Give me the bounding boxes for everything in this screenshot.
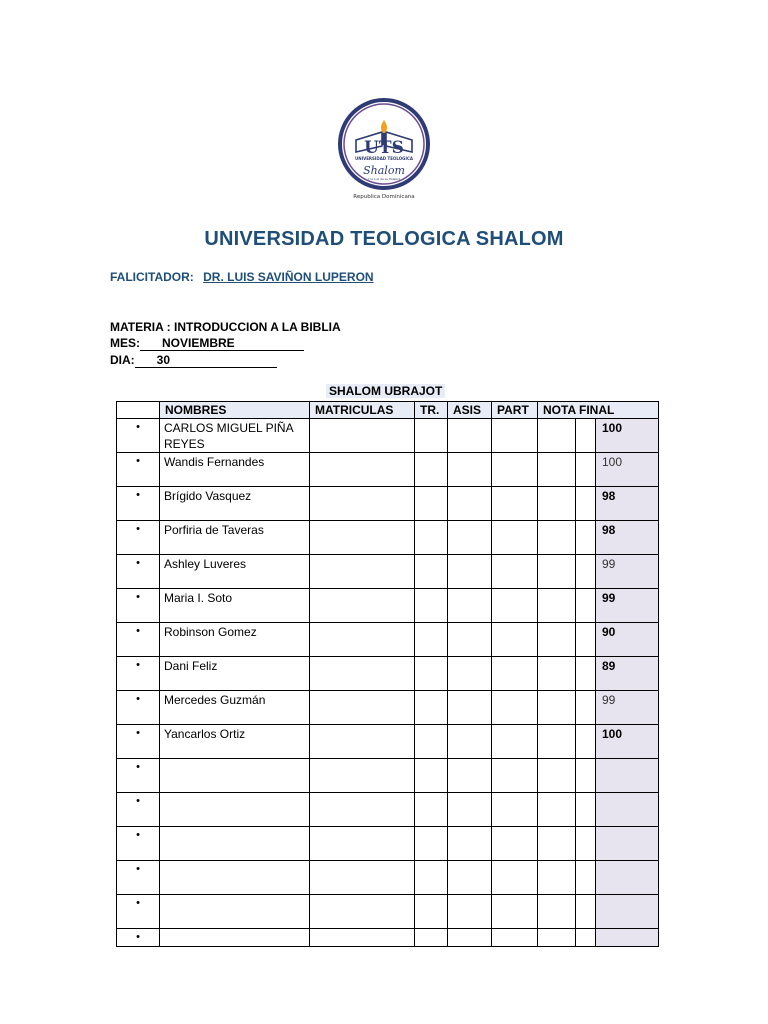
asis-cell [448,487,492,521]
extra-cell-a [538,793,576,827]
part-cell [492,725,538,759]
matricula-cell [310,895,415,929]
tr-cell [415,521,448,555]
part-cell [492,929,538,947]
student-name: Mercedes Guzmán [160,691,310,725]
extra-cell-a [538,419,576,453]
extra-cell-a [538,725,576,759]
row-bullet [117,759,160,793]
student-name: Porfiria de Taveras [160,521,310,555]
row-bullet [117,657,160,691]
month-label: MES: [110,336,140,350]
month-line [110,336,304,351]
matricula-cell [310,521,415,555]
table-row [117,793,659,827]
extra-cell-b [576,759,596,793]
facilitator-label: FALICITADOR: [110,270,194,284]
bullet-icon: • [136,693,140,705]
bullet-icon: • [136,863,140,875]
table-row [117,759,659,793]
extra-cell-b [576,521,596,555]
asis-cell [448,555,492,589]
extra-cell-a [538,827,576,861]
asis-cell [448,725,492,759]
asis-cell [448,691,492,725]
asis-cell [448,793,492,827]
final-grade [596,793,659,827]
extra-cell-b [576,419,596,453]
university-logo [336,96,432,202]
tr-cell [415,419,448,453]
row-bullet [117,793,160,827]
matricula-cell [310,929,415,947]
part-cell [492,759,538,793]
extra-cell-b [576,487,596,521]
table-row [117,827,659,861]
part-cell [492,555,538,589]
table-row [117,623,659,657]
extra-cell-b [576,827,596,861]
row-bullet [117,861,160,895]
header-matriculas: MATRICULAS [310,402,415,419]
tr-cell [415,929,448,947]
table-row [117,589,659,623]
extra-cell-a [538,623,576,657]
student-name: Dani Feliz [160,657,310,691]
row-bullet [117,827,160,861]
final-grade: 99 [596,691,659,725]
facilitator-line [110,270,374,284]
asis-cell [448,589,492,623]
extra-cell-a [538,555,576,589]
tr-cell [415,793,448,827]
day-label: DIA: [110,353,135,367]
bullet-icon: • [136,727,140,739]
extra-cell-b [576,555,596,589]
table-caption: SHALOM UBRAJOT [326,384,445,398]
asis-cell [448,861,492,895]
final-grade: 100 [596,453,659,487]
logo-letters: UTS [364,138,404,158]
student-name: Yancarlos Ortiz [160,725,310,759]
asis-cell [448,419,492,453]
student-name [160,929,310,947]
extra-cell-b [576,657,596,691]
bullet-icon: • [136,421,140,433]
matricula-cell [310,759,415,793]
final-grade [596,895,659,929]
page-title: UNIVERSIDAD TEOLOGICA SHALOM [204,228,564,250]
extra-cell-a [538,929,576,947]
part-cell [492,623,538,657]
matricula-cell [310,793,415,827]
extra-cell-a [538,759,576,793]
table-row [117,929,659,947]
tr-cell [415,589,448,623]
bullet-icon: • [136,795,140,807]
extra-cell-b [576,453,596,487]
matricula-cell [310,589,415,623]
asis-cell [448,453,492,487]
asis-cell [448,657,492,691]
asis-cell [448,929,492,947]
part-cell [492,419,538,453]
part-cell [492,589,538,623]
bullet-icon: • [136,591,140,603]
bullet-icon: • [136,897,140,909]
final-grade: 98 [596,521,659,555]
subject-line: MATERIA : INTRODUCCION A LA BIBLIA [110,320,341,334]
table-row [117,487,659,521]
tr-cell [415,895,448,929]
part-cell [492,861,538,895]
student-name [160,861,310,895]
table-row [117,419,659,453]
extra-cell-a [538,895,576,929]
final-grade: 100 [596,725,659,759]
row-bullet [117,623,160,657]
tr-cell [415,861,448,895]
extra-cell-b [576,589,596,623]
tr-cell [415,691,448,725]
matricula-cell [310,453,415,487]
student-name: Brígido Vasquez [160,487,310,521]
header-part: PART [492,402,538,419]
matricula-cell [310,827,415,861]
extra-cell-a [538,861,576,895]
header-bullet-cell [117,402,160,419]
final-grade [596,861,659,895]
tr-cell [415,555,448,589]
extra-cell-b [576,691,596,725]
table-row [117,861,659,895]
row-bullet [117,895,160,929]
bullet-icon: • [136,659,140,671]
matricula-cell [310,419,415,453]
final-grade [596,759,659,793]
extra-cell-b [576,623,596,657]
asis-cell [448,521,492,555]
bullet-icon: • [136,761,140,773]
bullet-icon: • [136,455,140,467]
student-name: CARLOS MIGUEL PIÑA REYES [160,419,310,453]
part-cell [492,521,538,555]
final-grade: 99 [596,555,659,589]
matricula-cell [310,861,415,895]
logo-subtitle: UNIVERSIDAD TEOLOGICA [355,156,413,161]
tr-cell [415,759,448,793]
part-cell [492,487,538,521]
extra-cell-b [576,725,596,759]
row-bullet [117,725,160,759]
final-grade: 99 [596,589,659,623]
asis-cell [448,623,492,657]
header-nota-final: NOTA FINAL [538,402,659,419]
extra-cell-a [538,487,576,521]
extra-cell-a [538,657,576,691]
final-grade [596,929,659,947]
header-asis: ASIS [448,402,492,419]
asis-cell [448,895,492,929]
final-grade [596,827,659,861]
matricula-cell [310,487,415,521]
extra-cell-b [576,895,596,929]
facilitator-name: DR. LUIS SAVIÑON LUPERON [203,270,374,284]
extra-cell-a [538,691,576,725]
tr-cell [415,487,448,521]
row-bullet [117,589,160,623]
part-cell [492,691,538,725]
student-name [160,827,310,861]
header-nombres: NOMBRES [160,402,310,419]
header-tr: TR. [415,402,448,419]
extra-cell-a [538,589,576,623]
extra-cell-b [576,929,596,947]
student-name: Robinson Gomez [160,623,310,657]
tr-cell [415,827,448,861]
matricula-cell [310,691,415,725]
part-cell [492,793,538,827]
logo-country: Republica Dominicana [353,194,415,200]
asis-cell [448,759,492,793]
tr-cell [415,453,448,487]
tr-cell [415,657,448,691]
row-bullet [117,929,160,947]
day-line [110,353,277,368]
extra-cell-a [538,453,576,487]
bullet-icon: • [136,523,140,535]
bullet-icon: • [136,625,140,637]
bullet-icon: • [136,931,140,943]
matricula-cell [310,657,415,691]
table-header-row [117,402,659,419]
table-row [117,725,659,759]
row-bullet [117,555,160,589]
bullet-icon: • [136,829,140,841]
extra-cell-b [576,793,596,827]
student-name [160,895,310,929]
day-value: 30 [135,354,277,368]
student-name: Ashley Luveres [160,555,310,589]
tr-cell [415,725,448,759]
matricula-cell [310,725,415,759]
table-row [117,555,659,589]
student-name: Wandis Fernandes [160,453,310,487]
student-name [160,759,310,793]
month-value: NOVIEMBRE [140,337,304,351]
extra-cell-b [576,861,596,895]
grades-table [116,401,659,947]
part-cell [492,895,538,929]
bullet-icon: • [136,557,140,569]
table-row [117,895,659,929]
final-grade: 100 [596,419,659,453]
asis-cell [448,827,492,861]
row-bullet [117,419,160,453]
extra-cell-a [538,521,576,555]
row-bullet [117,691,160,725]
row-bullet [117,453,160,487]
part-cell [492,657,538,691]
final-grade: 98 [596,487,659,521]
table-row [117,657,659,691]
final-grade: 90 [596,623,659,657]
logo-motto: Y la Luz de su Palabra [367,177,401,181]
matricula-cell [310,555,415,589]
student-name [160,793,310,827]
bullet-icon: • [136,489,140,501]
final-grade: 89 [596,657,659,691]
tr-cell [415,623,448,657]
table-row [117,521,659,555]
logo-script: Shalom [363,164,405,177]
row-bullet [117,487,160,521]
part-cell [492,453,538,487]
student-name: Maria I. Soto [160,589,310,623]
row-bullet [117,521,160,555]
table-row [117,453,659,487]
matricula-cell [310,623,415,657]
part-cell [492,827,538,861]
table-row [117,691,659,725]
